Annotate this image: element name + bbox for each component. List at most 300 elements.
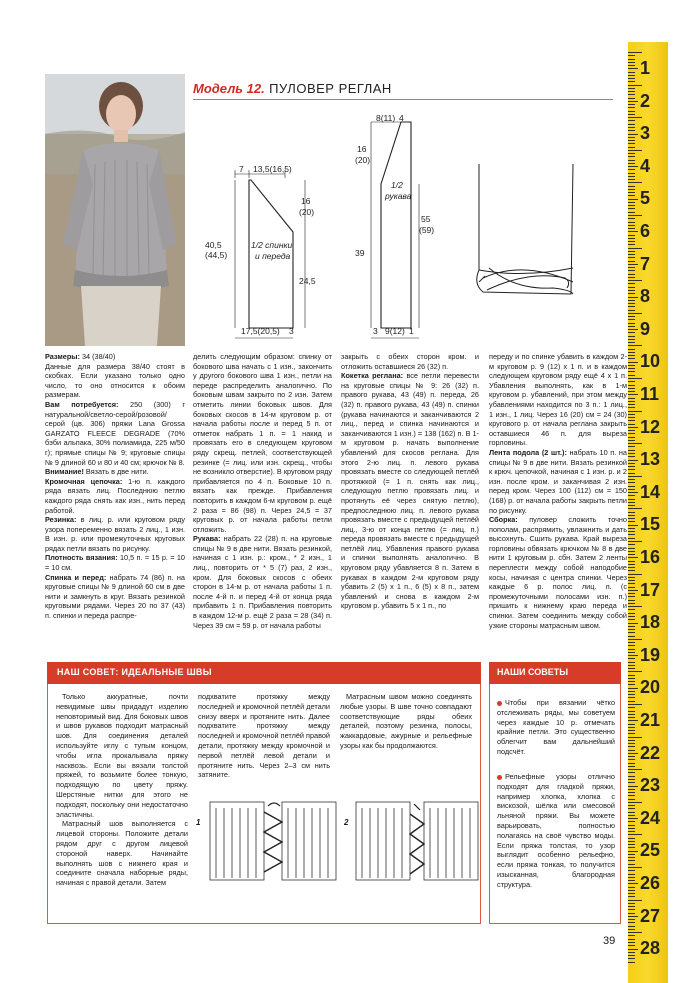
ruler-tick: [628, 684, 635, 685]
col4-paragraph: [489, 448, 627, 515]
ruler-tick: [628, 949, 638, 950]
ruler-tick: [628, 541, 642, 542]
ruler-tick: [628, 427, 638, 428]
ruler-tick: [628, 828, 635, 829]
measuring-tape: [628, 42, 668, 983]
ruler-tick: [628, 691, 635, 692]
ruler-tick: [628, 512, 635, 513]
ruler-tick: [628, 815, 635, 816]
ruler-tick: [628, 78, 635, 79]
paragraph-text: 250 (300) г натуральной/светло-серой/розовой/серой (цв. 306) пряжи Lana Grossa GARZATO FLEECE DEGRADE (70% бэби альпака, 30% полиамида, 225 м/50 г); прямые спицы № 9; круговые спицы № 9 длиной 60 и 80 и 40 см; крючок № 8.: [45, 399, 185, 467]
ruler-number: 27: [640, 905, 661, 926]
body-bottom-edge-dim: 3: [289, 326, 294, 336]
ruler-tick: [628, 339, 635, 340]
ruler-tick: [628, 114, 635, 115]
body-right-upper-dim2: (20): [299, 207, 315, 217]
ruler-tick: [628, 616, 635, 617]
ruler-tick: [628, 482, 635, 483]
ruler-tick: [628, 574, 642, 575]
ruler-tick: [628, 534, 635, 535]
ruler-tick: [628, 756, 635, 757]
ruler-tick: [628, 730, 635, 731]
ruler-tick: [628, 851, 638, 852]
ruler-tick: [628, 398, 635, 399]
ruler-number: 19: [640, 644, 661, 665]
ruler-tick: [628, 430, 635, 431]
ruler-tick: [628, 479, 635, 480]
ruler-number: 5: [640, 188, 651, 209]
ruler-tick: [628, 505, 635, 506]
ruler-tick: [628, 733, 635, 734]
ruler-tick: [628, 665, 635, 666]
ruler-tick: [628, 264, 638, 265]
ruler-tick: [628, 329, 638, 330]
ruler-tick: [628, 662, 635, 663]
ruler-number: 6: [640, 221, 651, 241]
ruler-tick: [628, 913, 635, 914]
tip-2-text: Рельефные узоры отлично подходят для гладкой пряжи, например хлопка, хлопка с вискозой, шёлка или смесовой льняной пряжи. Вы можете варьировать, полностью полагаясь на своё чувство моды. Если пряжа толстая, то узор выглядит особенно рельефно, если пряжа тонкая, то получится изысканная, благородная структура.: [497, 772, 615, 889]
ruler-tick: [628, 724, 635, 725]
ruler-tick: [628, 453, 635, 454]
ruler-tick: [628, 720, 638, 721]
paragraph-text: набрать 74 (86) п. на круговые спицы № 9 длиной 60 см в две нити и замкнуть в круг. Вязать резинкой круговыми рядами. Через 20 по 37 (43) п. спинки и переда распре-: [45, 572, 185, 621]
ruler-tick: [628, 518, 635, 519]
ruler-tick: [628, 593, 635, 594]
sleeve-bottom-edge-dim: 3: [373, 326, 378, 336]
ruler-tick: [628, 525, 638, 526]
ruler-tick: [628, 85, 642, 86]
ruler-number: 11: [640, 384, 660, 404]
ruler-tick: [628, 668, 635, 669]
ruler-tick: [628, 847, 635, 848]
ruler-tick: [628, 293, 635, 294]
body-top-right-dim: 13,5(16,5): [253, 164, 292, 174]
ruler-tick: [628, 215, 642, 216]
ruler-tick: [628, 508, 642, 509]
paragraph-text: закрыть с обеих сторон кром. и отложить оставшиеся 26 (32) п.: [341, 352, 479, 371]
ruler-tick: [628, 671, 642, 672]
ruler-tick: [628, 502, 635, 503]
ruler-tick: [628, 140, 635, 141]
ruler-tick: [628, 874, 635, 875]
ruler-tick: [628, 368, 635, 369]
model-number: Модель 12.: [193, 81, 265, 96]
ruler-tick: [628, 587, 635, 588]
paragraph-text: пуловер сложить точно пополам, распрямить, увлажнить и дать высохнуть. Сшить рукава. Край выреза горловины обвязать крючком № 8 в две нити 1 круговым р. сбн. Затем 2 ленты переплести между собой наподобие косы, начиная с центра спинки. Через каждые 6 р. полос лиц. п. (с промежуточными полосами изн. п.) пришить к нижнему краю переда и спинки. Затем соединить между собой узкие стороны матрасным швом.: [489, 515, 627, 630]
ruler-tick: [628, 257, 635, 258]
sleeve-right-height2: (59): [419, 225, 435, 235]
ruler-tick: [628, 437, 635, 438]
ruler-number: 9: [640, 318, 651, 339]
ruler-number: 12: [640, 416, 661, 437]
ruler-tick: [628, 391, 635, 392]
body-right-lower-dim: 24,5: [299, 276, 316, 286]
ruler-tick: [628, 958, 635, 959]
ruler-tick: [628, 192, 635, 193]
ruler-tick: [628, 75, 635, 76]
ruler-tick: [628, 870, 635, 871]
ruler-tick: [628, 251, 635, 252]
ruler-tick: [628, 147, 635, 148]
ruler-tick: [628, 166, 638, 167]
advice-header: [47, 662, 481, 684]
tip-2: [497, 772, 615, 890]
ruler-tick: [628, 407, 635, 408]
col1-paragraph: [45, 573, 185, 621]
ruler-tick: [628, 772, 635, 773]
ruler-tick: [628, 538, 635, 539]
ruler-tick: [628, 411, 642, 412]
ruler-tick: [628, 189, 635, 190]
paragraph-heading: Спинка и перед:: [45, 572, 107, 582]
ruler-tick: [628, 521, 635, 522]
ruler-tick: [628, 492, 638, 493]
ruler-tick: [628, 642, 635, 643]
ruler-tick: [628, 922, 635, 923]
ruler-number: 21: [640, 710, 661, 730]
sleeve-bottom-dim: 9(12): [385, 326, 405, 336]
ruler-tick: [628, 880, 635, 881]
ruler-tick: [628, 860, 635, 861]
paragraph-text: переду и по спинке убавить в каждом 2-м круговом р. 9 (12) х 1 п. и в каждом следующем круговом ряду ещё 4 х 1 п. Убавления выполнять, как в 1-м круговом р. убавлений, при этом между убавлениями находится по 3 п.: 1 лиц., 1 изн., 1 лиц. Через 16 (20) см = 24 (30) кругового р. от начала реглана закрыть оставшиеся 46 п. для выреза горловины.: [489, 352, 627, 448]
ruler-tick: [628, 623, 638, 624]
advice-text-2: подхватите протяжку между последней и кромочной петлёй детали снизу вверх и протяните нить. Далее подхватите протяжку между последней и кромочной петлёй правой детали, протяжку между кромочной и первой петлёй левой детали и протяните нить. Через 2–3 см нить затяните.: [198, 692, 330, 780]
tips-header: [489, 662, 621, 684]
ruler-tick: [628, 844, 635, 845]
ruler-tick: [628, 388, 635, 389]
sleeve-scheme: [355, 113, 434, 338]
ruler-tick: [628, 358, 635, 359]
ruler-tick: [628, 313, 642, 314]
ruler-tick: [628, 799, 635, 800]
ruler-tick: [628, 929, 635, 930]
ruler-tick: [628, 557, 638, 558]
ruler-tick: [628, 926, 635, 927]
paragraph-heading: Кокетка реглана:: [341, 371, 404, 381]
ruler-tick: [628, 942, 635, 943]
ruler-tick: [628, 443, 642, 444]
ruler-tick: [628, 681, 635, 682]
ruler-tick: [628, 323, 635, 324]
ruler-tick: [628, 375, 635, 376]
ruler-tick: [628, 675, 635, 676]
ruler-tick: [628, 528, 635, 529]
paragraph-text: Вязать в две нити.: [83, 467, 149, 477]
body-bottom-dim: 17,5(20,5): [241, 326, 280, 336]
ruler-tick: [628, 365, 635, 366]
ruler-tick: [628, 649, 635, 650]
ruler-tick: [628, 55, 635, 56]
ruler-number: 20: [640, 677, 661, 698]
ruler-tick: [628, 740, 635, 741]
paragraph-heading: Размеры:: [45, 352, 80, 361]
ruler-tick: [628, 727, 635, 728]
ruler-tick: [628, 854, 635, 855]
col1-paragraph: [45, 400, 185, 467]
ruler-tick: [628, 596, 635, 597]
ruler-tick: [628, 238, 635, 239]
ruler-tick: [628, 883, 638, 884]
ruler-number: 25: [640, 840, 661, 861]
ruler-number: 24: [640, 807, 661, 828]
illustration-1-number: 1: [196, 818, 201, 827]
instructions-column-1: [45, 352, 185, 621]
ruler-number: 3: [640, 123, 651, 144]
paragraph-heading: Лента подола (2 шт.):: [489, 447, 567, 457]
ruler-tick: [628, 600, 635, 601]
ruler-tick: [628, 626, 635, 627]
ruler-tick: [628, 401, 635, 402]
ruler-tick: [628, 306, 635, 307]
ruler-tick: [628, 186, 635, 187]
ruler-tick: [628, 349, 635, 350]
ruler-tick: [628, 355, 635, 356]
ruler-tick: [628, 199, 638, 200]
ruler-tick: [628, 658, 635, 659]
ruler-tick: [628, 786, 638, 787]
bullet-icon: [497, 775, 502, 780]
ruler-tick: [628, 117, 642, 118]
ruler-tick: [628, 909, 635, 910]
ruler-tick: [628, 137, 635, 138]
bullet-icon: [497, 701, 502, 706]
model-photo: [45, 74, 185, 346]
ruler-tick: [628, 120, 635, 121]
ruler-tick: [628, 704, 642, 705]
paragraph-heading: Плотность вязания:: [45, 553, 118, 563]
paragraph-text: все петли перевести на круговые спицы № 9: 26 (32) п. правого рукава, 43 (49) п. переда, 26 (32) п. правого рукава, 43 (49) п. спинки (рукава начинаются и заканчиваются 2 лиц., перед и спинка начинаются и заканчиваются 1 изн.) = 138 (162) п. В 1-м круговом р. начать выполнение убавлений для скосов реглана. Для этого 2-ю лиц. п. левого рукава провязать вместе со следующей петлёй протяжкой (= 1 п. снять как лиц., следующую петлю провязать лиц. и протянуть её через снятую петлю), предпоследнюю лиц. п. левого рукава провязать вместе с предыдущей петлёй лиц., 3-ю от конца петлю (= лиц. п.) переда провязать вместе с предыдущей петлёй лиц. Убавления правого рукава и спинки выполнять аналогично. В круговом ряду убавляется 8 п. Затем в рукавах в каждом 2-м круговом ряду убавить 2 (5) х 1 п., 6 (5) х 8 п., затем убавлений и снова в каждом 2-м круговом р. убавить 5 х 1 п., по: [341, 371, 479, 611]
advice-column-3: [340, 692, 472, 751]
ruler-number: 7: [640, 253, 651, 274]
ruler-number: 14: [640, 481, 661, 502]
ruler-tick: [628, 267, 635, 268]
ruler-tick: [628, 381, 635, 382]
ruler-tick: [628, 332, 635, 333]
ruler-tick: [628, 769, 642, 770]
ruler-tick: [628, 932, 642, 933]
ruler-tick: [628, 270, 635, 271]
ruler-tick: [628, 244, 635, 245]
ruler-tick: [628, 195, 635, 196]
ruler-tick: [628, 821, 635, 822]
ruler-tick: [628, 678, 635, 679]
ruler-tick: [628, 417, 635, 418]
ruler-tick: [628, 104, 635, 105]
ruler-tick: [628, 303, 635, 304]
ruler-tick: [628, 62, 635, 63]
ruler-tick: [628, 962, 635, 963]
ruler-tick: [628, 779, 635, 780]
ruler-tick: [628, 446, 635, 447]
ruler-number: 28: [640, 938, 661, 959]
ruler-tick: [628, 310, 635, 311]
body-center-label2: и переда: [255, 251, 291, 261]
paragraph-text: 34 (38/40): [79, 352, 116, 361]
ruler-tick: [628, 645, 635, 646]
ruler-tick: [628, 590, 638, 591]
hem-braid-drawing: [477, 164, 573, 294]
ruler-tick: [628, 280, 642, 281]
ruler-tick: [628, 91, 635, 92]
ruler-tick: [628, 127, 635, 128]
body-right-upper-dim: 16: [301, 196, 311, 206]
paragraph-heading: Резинка:: [45, 515, 77, 525]
ruler-tick: [628, 952, 635, 953]
ruler-tick: [628, 759, 635, 760]
ruler-tick: [628, 241, 635, 242]
col4-paragraph: [489, 352, 627, 448]
col1-paragraph: [45, 352, 185, 362]
ruler-tick: [628, 567, 635, 568]
ruler-tick: [628, 639, 642, 640]
ruler-tick: [628, 935, 635, 936]
ruler-tick: [628, 466, 635, 467]
ruler-tick: [628, 632, 635, 633]
ruler-tick: [628, 887, 635, 888]
ruler-tick: [628, 59, 635, 60]
ruler-tick: [628, 316, 635, 317]
ruler-tick: [628, 231, 638, 232]
ruler-tick: [628, 150, 642, 151]
ruler-tick: [628, 955, 635, 956]
ruler-tick: [628, 486, 635, 487]
ruler-tick: [628, 864, 635, 865]
model-name: ПУЛОВЕР РЕГЛАН: [269, 81, 392, 96]
ruler-tick: [628, 440, 635, 441]
ruler-tick: [628, 450, 635, 451]
body-top-left-dim: 7: [239, 164, 244, 174]
sleeve-left-lower-dim: 39: [355, 248, 365, 258]
ruler-tick: [628, 404, 635, 405]
sleeve-left-upper-dim: 16: [357, 144, 367, 154]
ruler-number: 22: [640, 742, 661, 763]
ruler-tick: [628, 551, 635, 552]
ruler-tick: [628, 867, 642, 868]
ruler-tick: [628, 795, 635, 796]
ruler-tick: [628, 225, 635, 226]
model-title: [193, 80, 613, 98]
ruler-tick: [628, 697, 635, 698]
ruler-tick: [628, 603, 635, 604]
ruler-tick: [628, 577, 635, 578]
mattress-stitch-illustration-1: [208, 800, 338, 882]
sleeve-top-edge-dim: 4: [399, 113, 404, 123]
ruler-tick: [628, 98, 635, 99]
ruler-tick: [628, 714, 635, 715]
ruler-tick: [628, 554, 635, 555]
ruler-tick: [628, 326, 635, 327]
sleeve-top-dim: 8(11): [376, 113, 396, 123]
advice-text-1: Только аккуратные, почти невидимые швы придадут изделию неповторимый вид. Для боковых швов и швов рукавов подходит матрасный шов. Для соединения деталей используйте иглу с тупым концом, чтобы игла прокалывала пряжу насквозь. Если вы вязали толстой пряжей, то возьмите более тонкую, подходящую по цвету пряжу. Шерстяные нитки для этого не подходят, поскольку они недостаточно эластичны.: [56, 692, 188, 819]
ruler-tick: [628, 580, 635, 581]
ruler-tick: [628, 277, 635, 278]
ruler-tick: [628, 916, 638, 917]
paragraph-text: Данные для размера 38/40 стоят в скобках. Если указано только одно число, то оно относится к обоим размерам.: [45, 361, 185, 400]
instructions-column-4: [489, 352, 627, 630]
paragraph-heading: Рукава:: [193, 534, 221, 544]
tips-header-label: НАШИ СОВЕТЫ: [497, 667, 569, 677]
ruler-tick: [628, 433, 635, 434]
ruler-tick: [628, 143, 635, 144]
mattress-stitch-illustration-2: [354, 800, 484, 882]
ruler-tick: [628, 52, 642, 53]
ruler-tick: [628, 776, 635, 777]
advice-text-3: Матрасным швом можно соединять любые узоры. В шве точно совпадают соответствующие ряды обеих деталей, поэтому резинка, полосы, жаккардовые, ажурные и рельефные узоры как бы продолжаются.: [340, 692, 472, 750]
ruler-tick: [628, 81, 635, 82]
ruler-tick: [628, 753, 638, 754]
ruler-tick: [628, 655, 638, 656]
ruler-tick: [628, 499, 635, 500]
ruler-tick: [628, 701, 635, 702]
advice-column-1: [56, 692, 188, 888]
ruler-tick: [628, 746, 635, 747]
ruler-tick: [628, 176, 635, 177]
col2-paragraph: [193, 352, 332, 534]
col4-paragraph: [489, 515, 627, 630]
advice-header-label: НАШ СОВЕТ: ИДЕАЛЬНЫЕ ШВЫ: [57, 667, 212, 677]
ruler-tick: [628, 130, 635, 131]
ruler-tick: [628, 345, 642, 346]
ruler-tick: [628, 342, 635, 343]
ruler-tick: [628, 371, 635, 372]
ruler-tick: [628, 805, 635, 806]
paragraph-text: 1-ю п. каждого ряда вязать лиц. Последнюю петлю каждого ряда снять как изн., нить перед работой.: [45, 476, 185, 515]
ruler-tick: [628, 300, 635, 301]
ruler-tick: [628, 352, 635, 353]
ruler-tick: [628, 460, 638, 461]
ruler-number: 2: [640, 90, 651, 111]
ruler-tick: [628, 101, 638, 102]
ruler-number: 4: [640, 155, 651, 176]
ruler-tick: [628, 857, 635, 858]
ruler-tick: [628, 717, 635, 718]
col1-paragraph: [45, 467, 185, 477]
ruler-tick: [628, 173, 635, 174]
ruler-tick: [628, 619, 635, 620]
ruler-tick: [628, 750, 635, 751]
body-scheme: [205, 164, 316, 338]
ruler-tick: [628, 463, 635, 464]
col1-paragraph: [45, 362, 185, 400]
ruler-tick: [628, 208, 635, 209]
ruler-tick: [628, 903, 635, 904]
ruler-tick: [628, 900, 642, 901]
ruler-tick: [628, 636, 635, 637]
ruler-tick: [628, 297, 638, 298]
ruler-tick: [628, 182, 642, 183]
ruler-tick: [628, 362, 638, 363]
ruler-tick: [628, 205, 635, 206]
ruler-number: 8: [640, 286, 651, 307]
ruler-tick: [628, 707, 635, 708]
ruler-tick: [628, 548, 635, 549]
ruler-number: 17: [640, 579, 661, 600]
pattern-schemes: [193, 100, 623, 350]
ruler-tick: [628, 473, 635, 474]
ruler-tick: [628, 919, 635, 920]
ruler-tick: [628, 945, 635, 946]
body-center-label1: 1/2 спинки: [251, 240, 293, 250]
ruler-tick: [628, 818, 638, 819]
paragraph-heading: Кромочная цепочка:: [45, 476, 123, 486]
ruler-tick: [628, 228, 635, 229]
body-left-height2: (44,5): [205, 250, 228, 260]
ruler-tick: [628, 561, 635, 562]
ruler-tick: [628, 570, 635, 571]
ruler-tick: [628, 893, 635, 894]
ruler-number: 16: [640, 547, 661, 567]
ruler-tick: [628, 385, 635, 386]
